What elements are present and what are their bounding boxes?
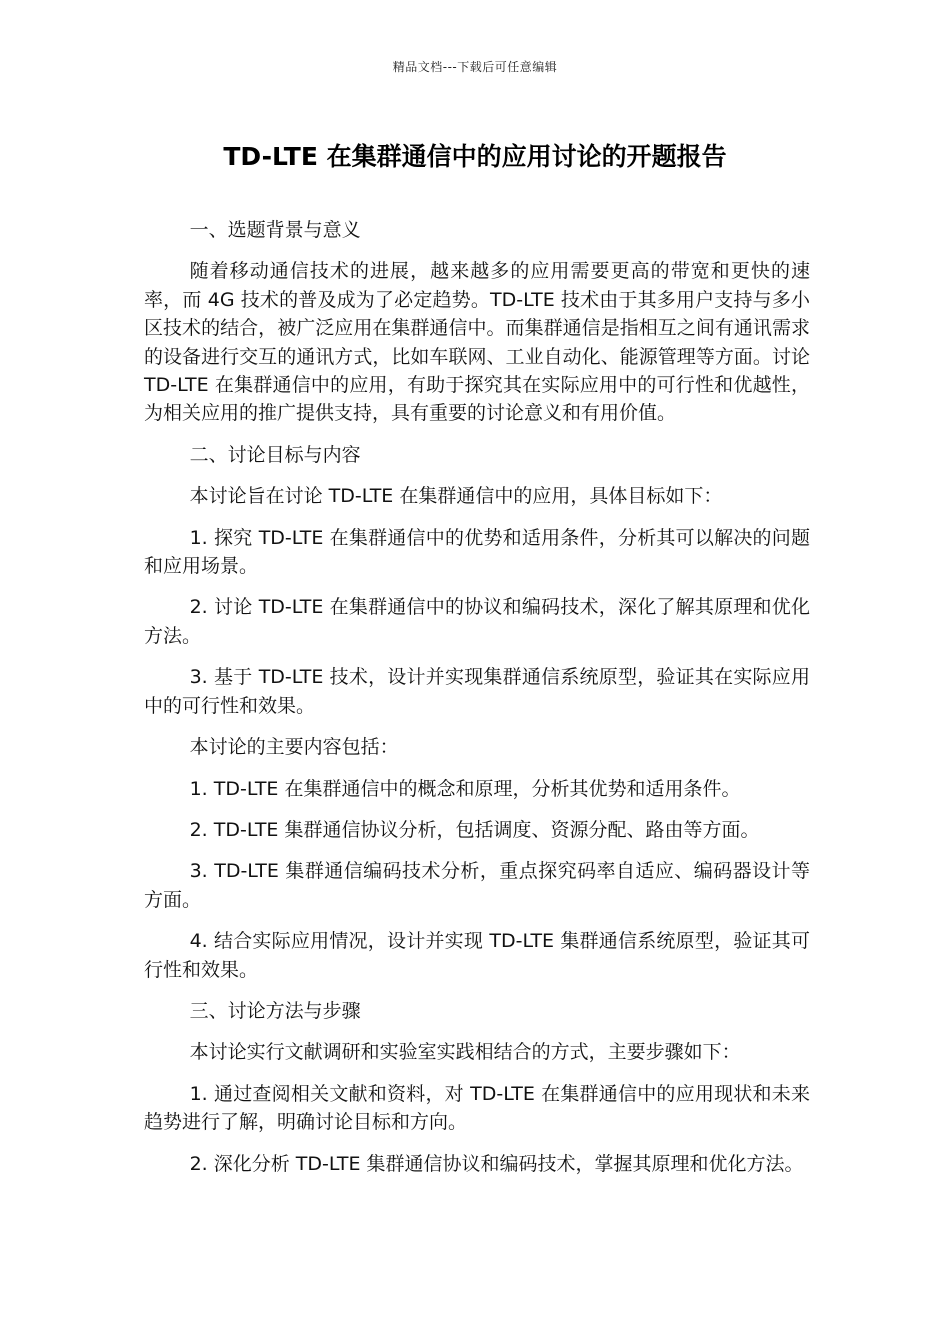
content-item: 4. 结合实际应用情况，设计并实现 TD-LTE 集群通信系统原型，验证其可行性和效果。 <box>144 930 810 981</box>
section-heading-goals: 二、讨论目标与内容 <box>189 443 361 466</box>
step-item: 2. 深化分析 TD-LTE 集群通信协议和编码技术，掌握其原理和优化方法。 <box>189 1152 804 1175</box>
content-item: 2. TD-LTE 集群通信协议分析，包括调度、资源分配、路由等方面。 <box>189 818 760 841</box>
paragraph-goals-intro: 本讨论旨在讨论 TD-LTE 在集群通信中的应用，具体目标如下： <box>189 485 723 508</box>
goal-item: 2. 讨论 TD-LTE 在集群通信中的协议和编码技术，深化了解其原理和优化方法。 <box>144 596 810 647</box>
document-title: TD-LTE 在集群通信中的应用讨论的开题报告 <box>223 142 727 171</box>
content-item: 3. TD-LTE 集群通信编码技术分析，重点探究码率自适应、编码器设计等方面。 <box>144 860 810 911</box>
step-item: 1. 通过查阅相关文献和资料，对 TD-LTE 在集群通信中的应用现状和未来趋势进行了解，明确讨论目标和方向。 <box>144 1082 810 1134</box>
paragraph-content-intro: 本讨论的主要内容包括： <box>189 736 399 759</box>
goal-item: 3. 基于 TD-LTE 技术，设计并实现集群通信系统原型，验证其在实际应用中的可行性和效果。 <box>144 666 810 717</box>
goal-item: 1. 探究 TD-LTE 在集群通信中的优势和适用条件，分析其可以解决的问题和应用场景。 <box>144 526 810 578</box>
section-heading-background: 一、选题背景与意义 <box>189 219 361 241</box>
paragraph-background: 随着移动通信技术的进展，越来越多的应用需要更高的带宽和更快的速率，而 4G 技术的普及成为了必定趋势。TD-LTE 技术由于其多用户支持与多小区技术的结合，被广泛应用在集群通信中。而集群通信是指相互之间有通讯需求的设备进行交互的通讯方式，比如车联网、工业自动化、能源管理等方面。讨论 TD-LTE 在集群通信中的应用，有助于探究其在实际应用中的可行性和优越性，为相关应用的推广提供支持，具有重要的讨论意义和有用价值。 <box>144 260 810 425</box>
document-body <box>144 216 810 1191</box>
section-heading-methods: 三、讨论方法与步骤 <box>189 999 361 1022</box>
content-item: 1. TD-LTE 在集群通信中的概念和原理，分析其优势和适用条件。 <box>189 777 741 800</box>
page-header: 精品文档---下载后可任意编辑 <box>392 60 558 74</box>
paragraph-methods-intro: 本讨论实行文献调研和实验室实践相结合的方式，主要步骤如下： <box>189 1041 741 1064</box>
